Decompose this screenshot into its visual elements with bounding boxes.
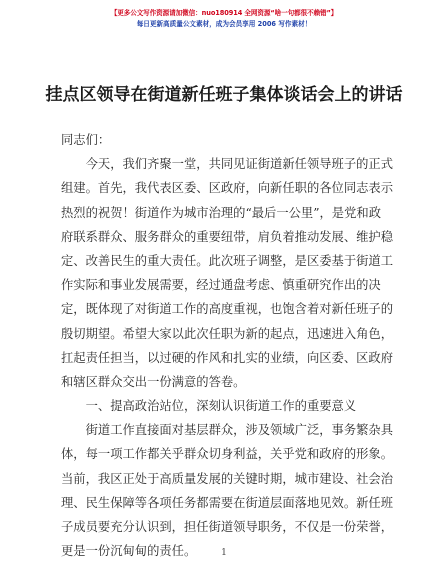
paragraph-line: 和辖区群众交出一份满意的答卷。 (61, 374, 246, 389)
paragraph-line: 殷切期望。希望大家以此次任职为新的起点，迅速进入角色， (61, 326, 394, 341)
paragraph-line: 定，既体现了对街道工作的高度重视，也饱含着对新任班子的 (61, 302, 394, 317)
page-number: 1 (221, 548, 227, 558)
paragraph-line: 定、改善民生的重大责任。此次班子调整，是区委基于街道工 (61, 253, 394, 268)
header-banner (0, 8, 448, 30)
salutation: 同志们： (61, 133, 111, 147)
paragraph-line: 当前，我区正处于高质量发展的关键时期，城市建设、社会治 (61, 471, 394, 486)
banner-line-1: 【更多公文写作资源请加微信：nuo180914 全网资源“啥一句都很不赖错”】 (110, 9, 338, 17)
paragraph-line: 作实际和事业发展需要，经过通盘考虑、慎重研究作出的决 (61, 278, 381, 293)
paragraph-line: 扛起责任担当，以过硬的作风和扎实的业绩，向区委、区政府 (61, 350, 394, 365)
paragraph-line: 今天，我们齐聚一堂，共同见证街道新任领导班子的正式 (85, 157, 394, 172)
paragraph-line: 府联系群众、服务群众的重要纽带，肩负着推动发展、维护稳 (61, 229, 394, 244)
banner-line-2: 每日更新高质量公文素材，成为会员享用 2006 写作素材！ (136, 20, 312, 28)
paragraph-line: 体，每一项工作都关乎群众切身利益，关乎党和政府的形象。 (61, 447, 394, 462)
document-body (61, 128, 401, 563)
paragraph-line: 理、民生保障等各项任务都需要在街道层面落地见效。新任班 (61, 495, 394, 510)
paragraph-line: 更是一份沉甸甸的责任。 (61, 544, 197, 559)
paragraph-line: 街道工作直接面对基层群众，涉及领域广泛，事务繁杂具 (85, 423, 394, 438)
paragraph-line: 热烈的祝贺！街道作为城市治理的“最后一公里”，是党和政 (61, 205, 381, 220)
document-title: 挂点区领导在街道新任班子集体谈话会上的讲话 (45, 85, 403, 105)
paragraph-line: 组建。首先，我代表区委、区政府，向新任职的各位同志表示 (61, 181, 394, 196)
section-heading: 一、提高政治站位，深刻认识街道工作的重要意义 (85, 399, 357, 414)
paragraph-line: 子成员要充分认识到，担任街道领导职务，不仅是一份荣誉， (61, 520, 394, 534)
